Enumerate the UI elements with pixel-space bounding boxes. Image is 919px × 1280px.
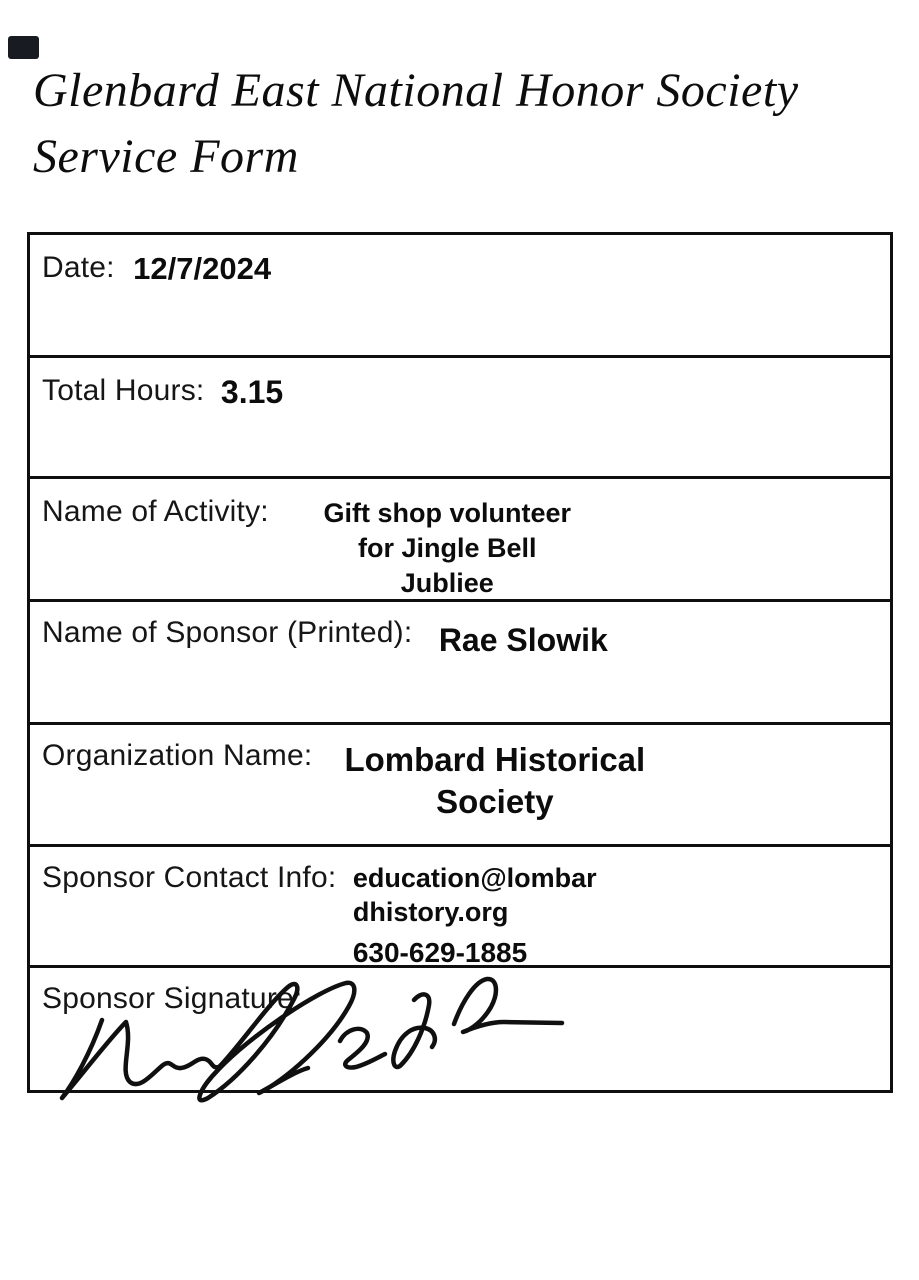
organization-name-value: [329, 739, 661, 823]
table-row-total-hours: [30, 355, 890, 476]
organization-value-line1: Lombard Historical: [344, 741, 646, 778]
organization-name-label: Organization Name:: [42, 739, 313, 772]
table-row-organization-name: [30, 722, 890, 844]
activity-name-value: [297, 496, 597, 601]
table-row-activity-name: [30, 476, 890, 599]
sponsor-name-label: Name of Sponsor (Printed):: [42, 616, 413, 649]
table-row-sponsor-contact: [30, 844, 890, 968]
sponsor-signature-label: Sponsor Signature:: [42, 982, 303, 1015]
sponsor-contact-value: [353, 861, 597, 970]
table-row-sponsor-name: [30, 599, 890, 722]
corner-dark-badge: [8, 36, 39, 59]
table-row-date: [30, 235, 890, 355]
page-title-line2: Service Form: [33, 130, 299, 183]
sponsor-name-value: Rae Slowik: [438, 622, 608, 658]
total-hours-value: 3.15: [220, 374, 284, 410]
date-value: 12/7/2024: [133, 251, 272, 286]
activity-name-label: Name of Activity:: [42, 495, 269, 528]
activity-value-line2: for Jingle Bell: [357, 533, 537, 563]
service-form-table: [27, 232, 893, 1093]
contact-phone: 630-629-1885: [352, 937, 528, 968]
page-title: [33, 58, 893, 190]
organization-value-line2: Society: [436, 783, 554, 820]
activity-value-line1: Gift shop volunteer: [323, 498, 572, 528]
date-label: Date:: [42, 251, 115, 284]
sponsor-contact-label: Sponsor Contact Info:: [42, 861, 337, 894]
contact-email-line2: dhistory.org: [352, 897, 509, 927]
total-hours-label: Total Hours:: [42, 374, 205, 407]
activity-value-line3: Jubliee: [400, 568, 494, 598]
table-row-sponsor-signature: [30, 965, 890, 1090]
page-title-line1: Glenbard East National Honor Society: [33, 64, 799, 117]
contact-email-line1: education@lombar: [352, 863, 597, 893]
